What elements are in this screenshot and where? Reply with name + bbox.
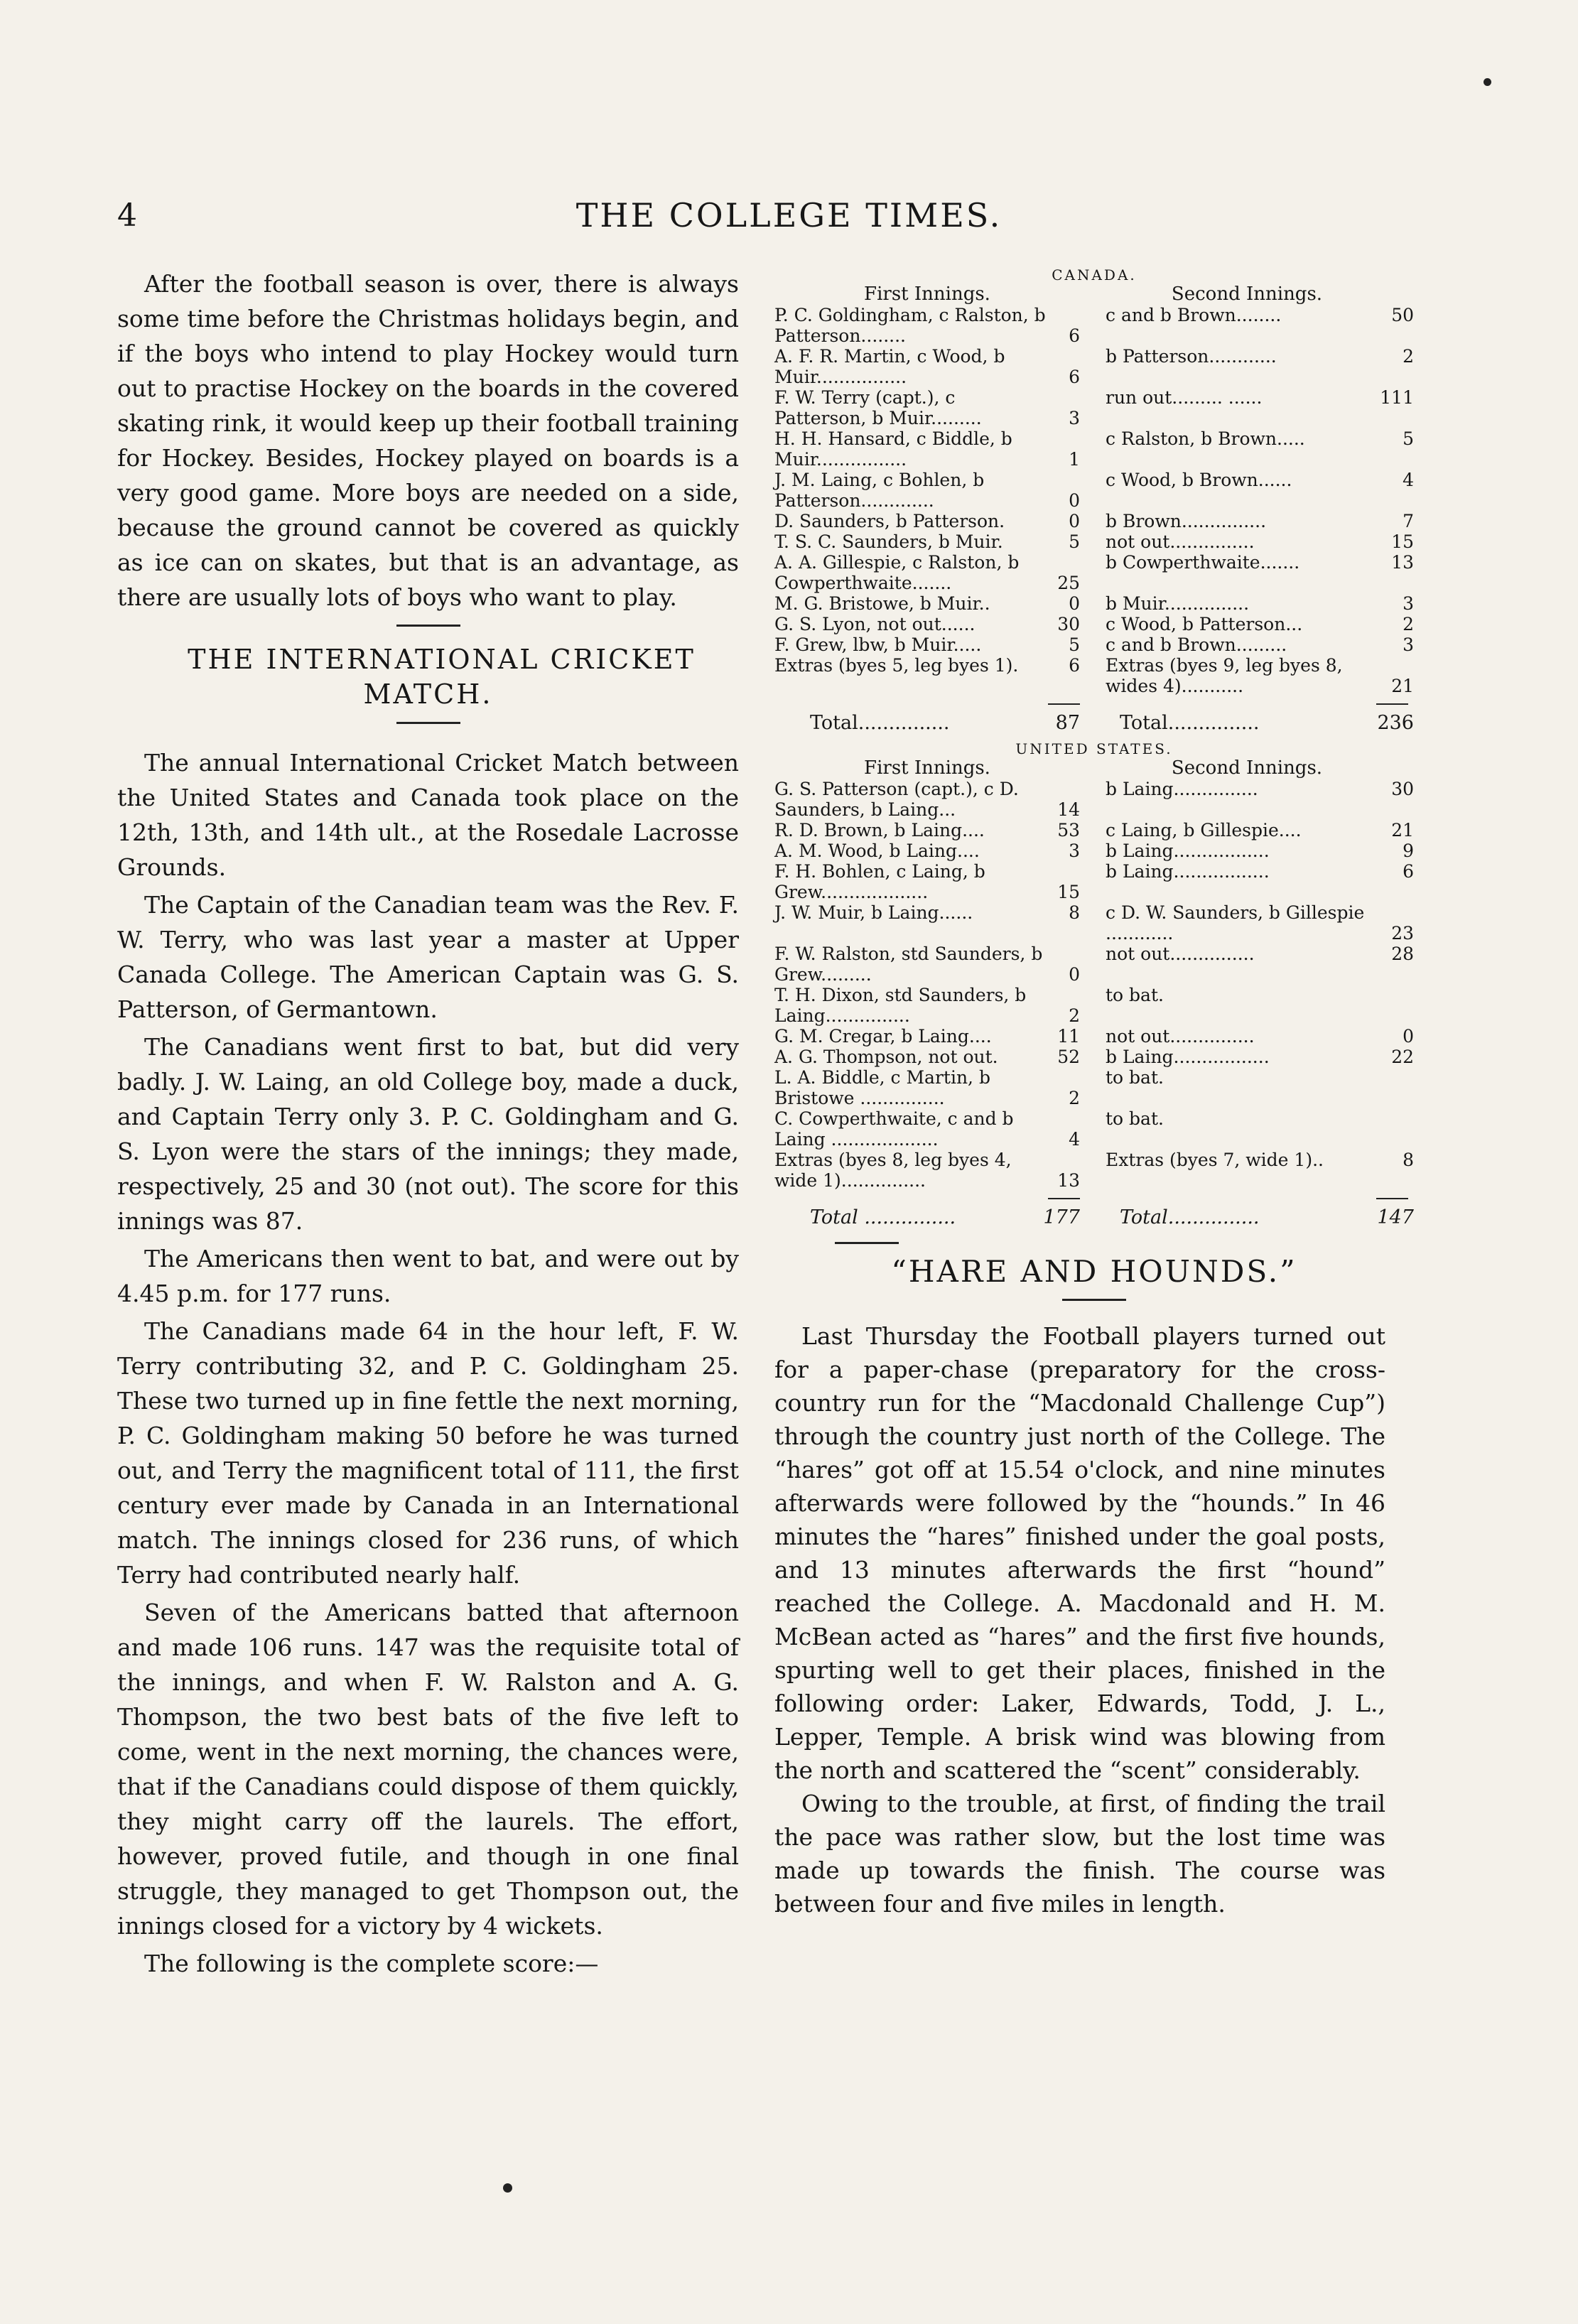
second-innings-dismissal: Extras (byes 9, leg byes 8, wides 4)........... xyxy=(1106,655,1343,696)
batsman-dismissal: L. A. Biddle, c Martin, b Bristowe ............... xyxy=(774,1067,990,1108)
batsman-dismissal: G. S. Lyon, not out...... xyxy=(774,614,976,634)
innings-headers xyxy=(774,757,1414,779)
right-column xyxy=(774,266,1414,1920)
score-row xyxy=(774,861,1414,902)
first-innings-runs: 11 xyxy=(1057,1026,1080,1047)
score-row xyxy=(774,1108,1414,1150)
section-divider xyxy=(1062,1299,1126,1301)
first-innings-runs: 53 xyxy=(1057,820,1080,841)
second-innings-runs: 15 xyxy=(1391,531,1414,552)
batsman-dismissal: F. Grew, lbw, b Muir..... xyxy=(774,634,982,655)
score-row xyxy=(774,1150,1414,1191)
score-row xyxy=(774,779,1414,820)
second-innings-dismissal: not out............... xyxy=(1106,944,1255,964)
first-innings-runs: 13 xyxy=(1057,1170,1080,1191)
second-innings-dismissal: run out......... ...... xyxy=(1106,387,1263,408)
total-label: Total............... xyxy=(810,712,950,734)
first-innings-runs: 4 xyxy=(1069,1129,1080,1150)
score-row xyxy=(774,820,1414,841)
second-innings-dismissal: b Patterson............ xyxy=(1106,346,1277,367)
batsman-dismissal: J. W. Muir, b Laing...... xyxy=(774,902,973,923)
batsman-dismissal: T. S. C. Saunders, b Muir. xyxy=(774,531,1003,552)
score-row xyxy=(774,305,1414,346)
score-row xyxy=(774,1026,1414,1047)
total-second-innings: 147 xyxy=(1377,1206,1414,1228)
scorecard xyxy=(774,266,1414,1229)
batsman-dismissal: G. M. Cregar, b Laing.... xyxy=(774,1026,992,1047)
first-innings-runs: 0 xyxy=(1069,593,1080,614)
score-row xyxy=(774,593,1414,614)
second-innings-dismissal: b Laing............... xyxy=(1106,779,1258,799)
first-innings-runs: 0 xyxy=(1069,964,1080,985)
batsman-dismissal: J. M. Laing, c Bohlen, b Patterson............. xyxy=(774,470,985,511)
score-row xyxy=(774,552,1414,593)
hare-and-hounds-paragraph: Last Thursday the Football players turned out for a paper-chase (preparatory for the cross-country run for the “Macdonald Challenge Cup”) through the country just north of the College. The “hares” got off at 15.54 o'clock, and nine minutes afterwards were followed by the “hounds.” In 46 minutes the “hares” finished under the goal posts, and 13 minutes afterwards the first “hound” reached the College. A. Macdonald and H. M. McBean acted as “hares” and the first five hounds, spurting well to get their places, finished in the following order: Laker, Edwards, Todd, J. L., Lepper, Temple. A brisk wind was blowing from the north and scattered the “scent” considerably. xyxy=(774,1322,1385,1784)
score-row xyxy=(774,1047,1414,1067)
batsman-dismissal: R. D. Brown, b Laing.... xyxy=(774,820,985,841)
section-divider xyxy=(835,1242,899,1244)
hare-and-hounds-article xyxy=(774,1319,1385,1920)
score-row xyxy=(774,531,1414,552)
total-first-innings: 87 xyxy=(1055,712,1080,734)
total-label: Total ............... xyxy=(810,1206,956,1228)
score-row xyxy=(774,346,1414,387)
hockey-paragraph: After the football season is over, there is always some time before the Christmas holidays begin, and if the boys who intend to play Hockey would turn out to practise Hockey on the boards in the covered skating rink, it would keep up their football training for Hockey. Besides, Hockey played on boards is a very good game. More boys are needed on a side, because the ground cannot be covered as quickly as ice can on skates, but that is an advantage, as there are usually lots of boys who want to play. xyxy=(117,270,739,611)
first-innings-runs: 0 xyxy=(1069,490,1080,511)
batsman-dismissal: A. M. Wood, b Laing.... xyxy=(774,841,980,861)
batsman-dismissal: Extras (byes 8, leg byes 4, wide 1)............... xyxy=(774,1150,1012,1191)
first-innings-runs: 3 xyxy=(1069,841,1080,861)
second-innings-dismissal: to bat. xyxy=(1106,985,1164,1005)
cricket-paragraph: The Canadians went first to bat, but did very badly. J. W. Laing, an old College boy, made a duck, and Captain Terry only 3. P. C. Goldingham and G. S. Lyon were the stars of the innings; they made, respectively, 25 and 30 (not out). The score for this innings was 87. xyxy=(117,1033,739,1235)
score-row xyxy=(774,387,1414,428)
second-innings-runs: 3 xyxy=(1403,593,1414,614)
second-innings-runs: 111 xyxy=(1380,387,1414,408)
first-innings-runs: 52 xyxy=(1057,1047,1080,1067)
second-innings-runs: 13 xyxy=(1391,552,1414,573)
score-row xyxy=(774,655,1414,696)
second-innings-dismissal: c and b Brown......... xyxy=(1106,634,1287,655)
canada-batting-rows xyxy=(774,305,1414,696)
total-label: Total............... xyxy=(1120,712,1260,734)
total-rules xyxy=(774,1191,1414,1206)
score-row xyxy=(774,1067,1414,1108)
batsman-dismissal: P. C. Goldingham, c Ralston, b Patterson........ xyxy=(774,305,1046,346)
second-innings-runs: 21 xyxy=(1391,676,1414,696)
second-innings-runs: 2 xyxy=(1403,346,1414,367)
second-innings-dismissal: c Wood, b Patterson... xyxy=(1106,614,1303,634)
second-innings-label: Second Innings. xyxy=(1171,757,1323,779)
running-title: THE COLLEGE TIMES. xyxy=(575,196,1003,234)
first-innings-runs: 5 xyxy=(1069,531,1080,552)
second-innings-dismissal: b Laing................. xyxy=(1106,861,1270,882)
batsman-dismissal: A. A. Gillespie, c Ralston, b Cowperthwaite....... xyxy=(774,552,1020,593)
first-innings-runs: 0 xyxy=(1069,511,1080,531)
cricket-paragraph: The Americans then went to bat, and were out by 4.45 p.m. for 177 runs. xyxy=(117,1245,739,1307)
second-innings-runs: 6 xyxy=(1403,861,1414,882)
second-innings-dismissal: c Laing, b Gillespie.... xyxy=(1106,820,1302,841)
hare-and-hounds-paragraph: Owing to the trouble, at first, of finding the trail the pace was rather slow, but the lost time was made up towards the finish. The course was between four and five miles in length. xyxy=(774,1790,1385,1918)
total-label: Total............... xyxy=(1120,1206,1260,1228)
second-innings-runs: 50 xyxy=(1391,305,1414,325)
batsman-dismissal: A. G. Thompson, not out. xyxy=(774,1047,998,1067)
total-first-innings: 177 xyxy=(1043,1206,1080,1228)
team-heading-united-states: UNITED STATES. xyxy=(1015,740,1173,757)
second-innings-dismissal: to bat. xyxy=(1106,1067,1164,1088)
score-row xyxy=(774,841,1414,861)
second-innings-dismissal: c Ralston, b Brown..... xyxy=(1106,428,1305,449)
second-innings-dismissal: b Laing................. xyxy=(1106,841,1270,861)
second-innings-dismissal: b Brown............... xyxy=(1106,511,1267,531)
cricket-paragraph: Seven of the Americans batted that afternoon and made 106 runs. 147 was the requisite total of the innings, and when F. W. Ralston and A. G. Thompson, the two best bats of the five left to come, went in the next morning, the chances were, that if the Canadians could dispose of them quickly, they might carry off the laurels. The effort, however, proved futile, and though in one final struggle, they managed to get Thompson out, the innings closed for a victory by 4 wickets. xyxy=(117,1599,739,1940)
first-innings-runs: 15 xyxy=(1057,882,1080,902)
print-speck xyxy=(503,2183,512,2193)
batsman-dismissal: D. Saunders, b Patterson. xyxy=(774,511,1005,531)
first-innings-label: First Innings. xyxy=(864,757,990,779)
score-row xyxy=(774,428,1414,470)
innings-headers xyxy=(774,283,1414,305)
second-innings-runs: 8 xyxy=(1403,1150,1414,1170)
section-divider xyxy=(396,625,460,627)
batsman-dismissal: F. W. Ralston, std Saunders, b Grew......... xyxy=(774,944,1043,985)
second-innings-runs: 23 xyxy=(1391,923,1414,944)
second-innings-dismissal: Extras (byes 7, wide 1).. xyxy=(1106,1150,1324,1170)
usa-totals xyxy=(774,1206,1414,1229)
second-innings-runs: 5 xyxy=(1403,428,1414,449)
usa-batting-rows xyxy=(774,779,1414,1191)
batsman-dismissal: H. H. Hansard, c Biddle, b Muir................ xyxy=(774,428,1012,470)
score-row xyxy=(774,902,1414,944)
second-innings-dismissal: c D. W. Saunders, b Gillespie ............ xyxy=(1106,902,1365,944)
second-innings-runs: 2 xyxy=(1403,614,1414,634)
print-speck xyxy=(1484,78,1491,86)
second-innings-runs: 4 xyxy=(1403,470,1414,490)
score-row xyxy=(774,614,1414,634)
second-innings-dismissal: b Cowperthwaite....... xyxy=(1106,552,1300,573)
batsman-dismissal: Extras (byes 5, leg byes 1). xyxy=(774,655,1019,676)
second-innings-dismissal: b Laing................. xyxy=(1106,1047,1270,1067)
first-innings-runs: 5 xyxy=(1069,634,1080,655)
first-innings-runs: 14 xyxy=(1057,799,1080,820)
first-innings-label: First Innings. xyxy=(864,283,990,305)
score-row xyxy=(774,985,1414,1026)
first-innings-runs: 6 xyxy=(1069,325,1080,346)
canada-totals xyxy=(774,712,1414,735)
first-innings-runs: 6 xyxy=(1069,655,1080,676)
first-innings-runs: 8 xyxy=(1069,902,1080,923)
second-innings-dismissal: not out............... xyxy=(1106,531,1255,552)
cricket-paragraph: The following is the complete score:— xyxy=(144,1950,599,1977)
first-innings-runs: 25 xyxy=(1057,573,1080,593)
cricket-paragraph: The Canadians made 64 in the hour left, F. W. Terry contributing 32, and P. C. Goldingham 25. These two turned up in fine fettle the next morning, P. C. Goldingham making 50 before he was turned out, and Terry the magnificent total of 111, the first century ever made by Canada in an International match. The innings closed for 236 runs, of which Terry had contributed nearly half. xyxy=(117,1317,739,1589)
section-divider xyxy=(396,722,460,724)
second-innings-label: Second Innings. xyxy=(1171,283,1323,305)
left-column xyxy=(117,266,739,1984)
total-rules xyxy=(774,696,1414,712)
batsman-dismissal: G. S. Patterson (capt.), c D. Saunders, b Laing... xyxy=(774,779,1019,820)
second-innings-dismissal: c Wood, b Brown...... xyxy=(1106,470,1292,490)
first-innings-runs: 1 xyxy=(1069,449,1080,470)
batsman-dismissal: T. H. Dixon, std Saunders, b Laing............... xyxy=(774,985,1027,1026)
cricket-heading: THE INTERNATIONAL CRICKET MATCH. xyxy=(188,644,696,710)
second-innings-dismissal: b Muir............... xyxy=(1106,593,1250,614)
batsman-dismissal: C. Cowperthwaite, c and b Laing ................... xyxy=(774,1108,1014,1150)
second-innings-runs: 22 xyxy=(1391,1047,1414,1067)
team-heading-canada: CANADA. xyxy=(1052,266,1137,283)
second-innings-dismissal: not out............... xyxy=(1106,1026,1255,1047)
batsman-dismissal: M. G. Bristowe, b Muir.. xyxy=(774,593,990,614)
first-innings-runs: 3 xyxy=(1069,408,1080,428)
score-row xyxy=(774,634,1414,655)
hare-and-hounds-heading: “HARE AND HOUNDS.” xyxy=(891,1254,1297,1289)
second-innings-runs: 30 xyxy=(1391,779,1414,799)
second-innings-runs: 9 xyxy=(1403,841,1414,861)
first-innings-runs: 2 xyxy=(1069,1088,1080,1108)
second-innings-runs: 3 xyxy=(1403,634,1414,655)
batsman-dismissal: A. F. R. Martin, c Wood, b Muir................ xyxy=(774,346,1005,387)
second-innings-runs: 7 xyxy=(1403,511,1414,531)
score-row xyxy=(774,511,1414,531)
second-innings-runs: 0 xyxy=(1403,1026,1414,1047)
score-row xyxy=(774,944,1414,985)
second-innings-dismissal: c and b Brown........ xyxy=(1106,305,1282,325)
cricket-paragraph: The Captain of the Canadian team was the Rev. F. W. Terry, who was last year a master at Upper Canada College. The American Captain was G. S. Patterson, of Germantown. xyxy=(117,891,739,1023)
score-row xyxy=(774,470,1414,511)
second-innings-runs: 21 xyxy=(1391,820,1414,841)
batsman-dismissal: F. W. Terry (capt.), c Patterson, b Muir......... xyxy=(774,387,982,428)
second-innings-dismissal: to bat. xyxy=(1106,1108,1164,1129)
first-innings-runs: 30 xyxy=(1057,614,1080,634)
batsman-dismissal: F. H. Bohlen, c Laing, b Grew................... xyxy=(774,861,985,902)
second-innings-runs: 28 xyxy=(1391,944,1414,964)
total-second-innings: 236 xyxy=(1377,712,1414,734)
page-number: 4 xyxy=(117,198,137,234)
first-innings-runs: 6 xyxy=(1069,367,1080,387)
cricket-paragraph: The annual International Cricket Match between the United States and Canada took place on the 12th, 13th, and 14th ult., at the Rosedale Lacrosse Grounds. xyxy=(117,749,739,881)
first-innings-runs: 2 xyxy=(1069,1005,1080,1026)
